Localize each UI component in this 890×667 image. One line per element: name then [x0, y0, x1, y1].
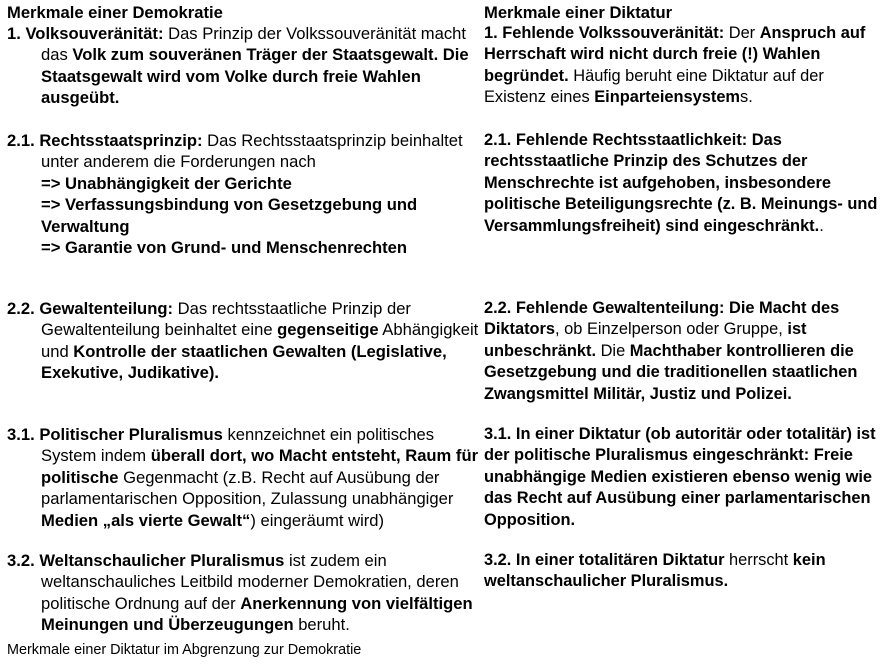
- section-number: 1.: [7, 24, 21, 43]
- section-text: ) eingeräumt wird): [250, 510, 385, 530]
- section-text: Das rechtsstaatliche Prinzip der Gewaltenteilung beinhaltet eine: [41, 299, 411, 340]
- section-bold-text: 3.1. In einer Diktatur (ob autoritär oder totalitär) ist der politische Pluralismus eingeschränkt: Freie unabhängige Medien existieren ebenso wenig wie das Recht auf Ausübung einer parlamentarischen Opposition.: [484, 425, 876, 529]
- section-bold-text: Anspruch auf Herrschaft wird nicht durch freie (!) Wahlen begründet.: [484, 24, 866, 85]
- figure-caption: Merkmale einer Diktatur im Abgrenzung zur Demokratie: [7, 642, 362, 658]
- section-text: Das Prinzip der Volkssouveränität macht das: [41, 24, 466, 65]
- section-bold-text: 2.2. Fehlende Gewaltenteilung: Die Macht des Diktators: [484, 299, 840, 339]
- section-text: Abhängigkeit und: [41, 320, 479, 361]
- section-text: .: [819, 216, 824, 235]
- section-bold-text: Einparteiensystem: [594, 88, 741, 107]
- section-heading: Weltanschaulicher Pluralismus: [39, 551, 285, 570]
- dictatorship-section-3-2: [484, 550, 889, 593]
- section-bold-text: gegenseitige: [277, 320, 379, 340]
- section-text: ist zudem ein weltanschauliches Leitbild moderner Demokratien, deren politische Ordnung auf der: [41, 551, 459, 613]
- section-number: 2.1.: [7, 131, 35, 150]
- democracy-section-3-1: [7, 424, 479, 531]
- section-text: Häufig beruht eine Diktatur auf der Existenz eines: [484, 66, 824, 107]
- section-heading: Gewaltenteilung:: [39, 299, 173, 318]
- section-heading: 1. Fehlende Volkssouveränität:: [484, 24, 725, 42]
- democracy-section-3-2: [7, 550, 479, 636]
- democracy-title: Merkmale einer Demokratie: [7, 3, 223, 22]
- requirement-item: => Unabhängigkeit der Gerichte: [41, 173, 292, 193]
- section-text: herrscht: [724, 551, 793, 569]
- section-bold-text: 2.1. Fehlende Rechtsstaatlichkeit: Das rechtsstaatliche Prinzip des Schutzes der Menschrechte ist aufgehoben, insbesondere politische Beteiligungsrechte (z. B. Meinungs- und Versammlungsfreiheit) sind eingeschränkt.: [484, 131, 878, 235]
- section-number: 3.2.: [7, 551, 35, 570]
- section-text: Die: [596, 341, 630, 360]
- section-text: Das Rechtsstaatsprinzip beinhaltet unter anderem die Forderungen nach: [41, 131, 463, 172]
- democracy-column: [7, 2, 479, 635]
- section-text: beruht.: [293, 615, 350, 635]
- democracy-section-2-1: [7, 130, 479, 258]
- section-text: Gegenmacht (z.B. Recht auf Ausübung der parlamentarischen Opposition, Zulassung unabhängiger: [41, 467, 454, 509]
- section-bold-text: 3.2. In einer totalitären Diktatur: [484, 551, 725, 569]
- dictatorship-title: Merkmale einer Diktatur: [484, 3, 673, 22]
- section-text: s.: [740, 88, 753, 107]
- dictatorship-section-1: [484, 23, 889, 109]
- section-text: Der: [724, 24, 760, 42]
- section-bold-text: kein weltanschaulicher Pluralismus.: [484, 551, 826, 591]
- section-bold-text: Anerkennung von vielfältigen Meinungen und Überzeugungen: [41, 593, 473, 635]
- section-bold-text: Machthaber kontrollieren die Gesetzgebung und die traditionellen staatlichen Zwangsmittel Militär, Justiz und Polizei.: [484, 341, 858, 403]
- section-number: 2.2.: [7, 299, 35, 318]
- section-bold-text: ist unbeschränkt.: [484, 320, 807, 360]
- dictatorship-section-2-1: [484, 130, 889, 237]
- section-text: , ob Einzelperson oder Gruppe,: [555, 320, 788, 339]
- democracy-section-1: [7, 23, 479, 109]
- requirement-item: => Garantie von Grund- und Menschenrechten: [41, 238, 408, 258]
- requirement-item: => Verfassungsbindung von Gesetzgebung und Verwaltung: [41, 195, 418, 236]
- section-heading: Volksouveränität:: [25, 24, 164, 43]
- section-bold-text: Medien „als vierte Gewalt“: [41, 510, 251, 530]
- section-bold-text: Kontrolle der staatlichen Gewalten (Legislative, Exekutive, Judikative).: [41, 341, 447, 383]
- section-heading: Rechtsstaatsprinzip:: [39, 131, 203, 150]
- dictatorship-section-2-2: [484, 298, 889, 405]
- section-text: kennzeichnet ein politisches System indem: [41, 425, 435, 466]
- dictatorship-section-3-1: [484, 424, 889, 531]
- dictatorship-column: [484, 2, 889, 591]
- democracy-section-2-2: [7, 298, 479, 384]
- section-number: 3.1.: [7, 425, 35, 444]
- section-heading: Politischer Pluralismus: [39, 425, 223, 444]
- section-bold-text: Volk zum souveränen Träger der Staatsgewalt. Die Staatsgewalt wird vom Volke durch freie Wahlen ausgeübt.: [41, 45, 469, 108]
- section-bold-text: überall dort, wo Macht entsteht, Raum für politische: [41, 446, 479, 487]
